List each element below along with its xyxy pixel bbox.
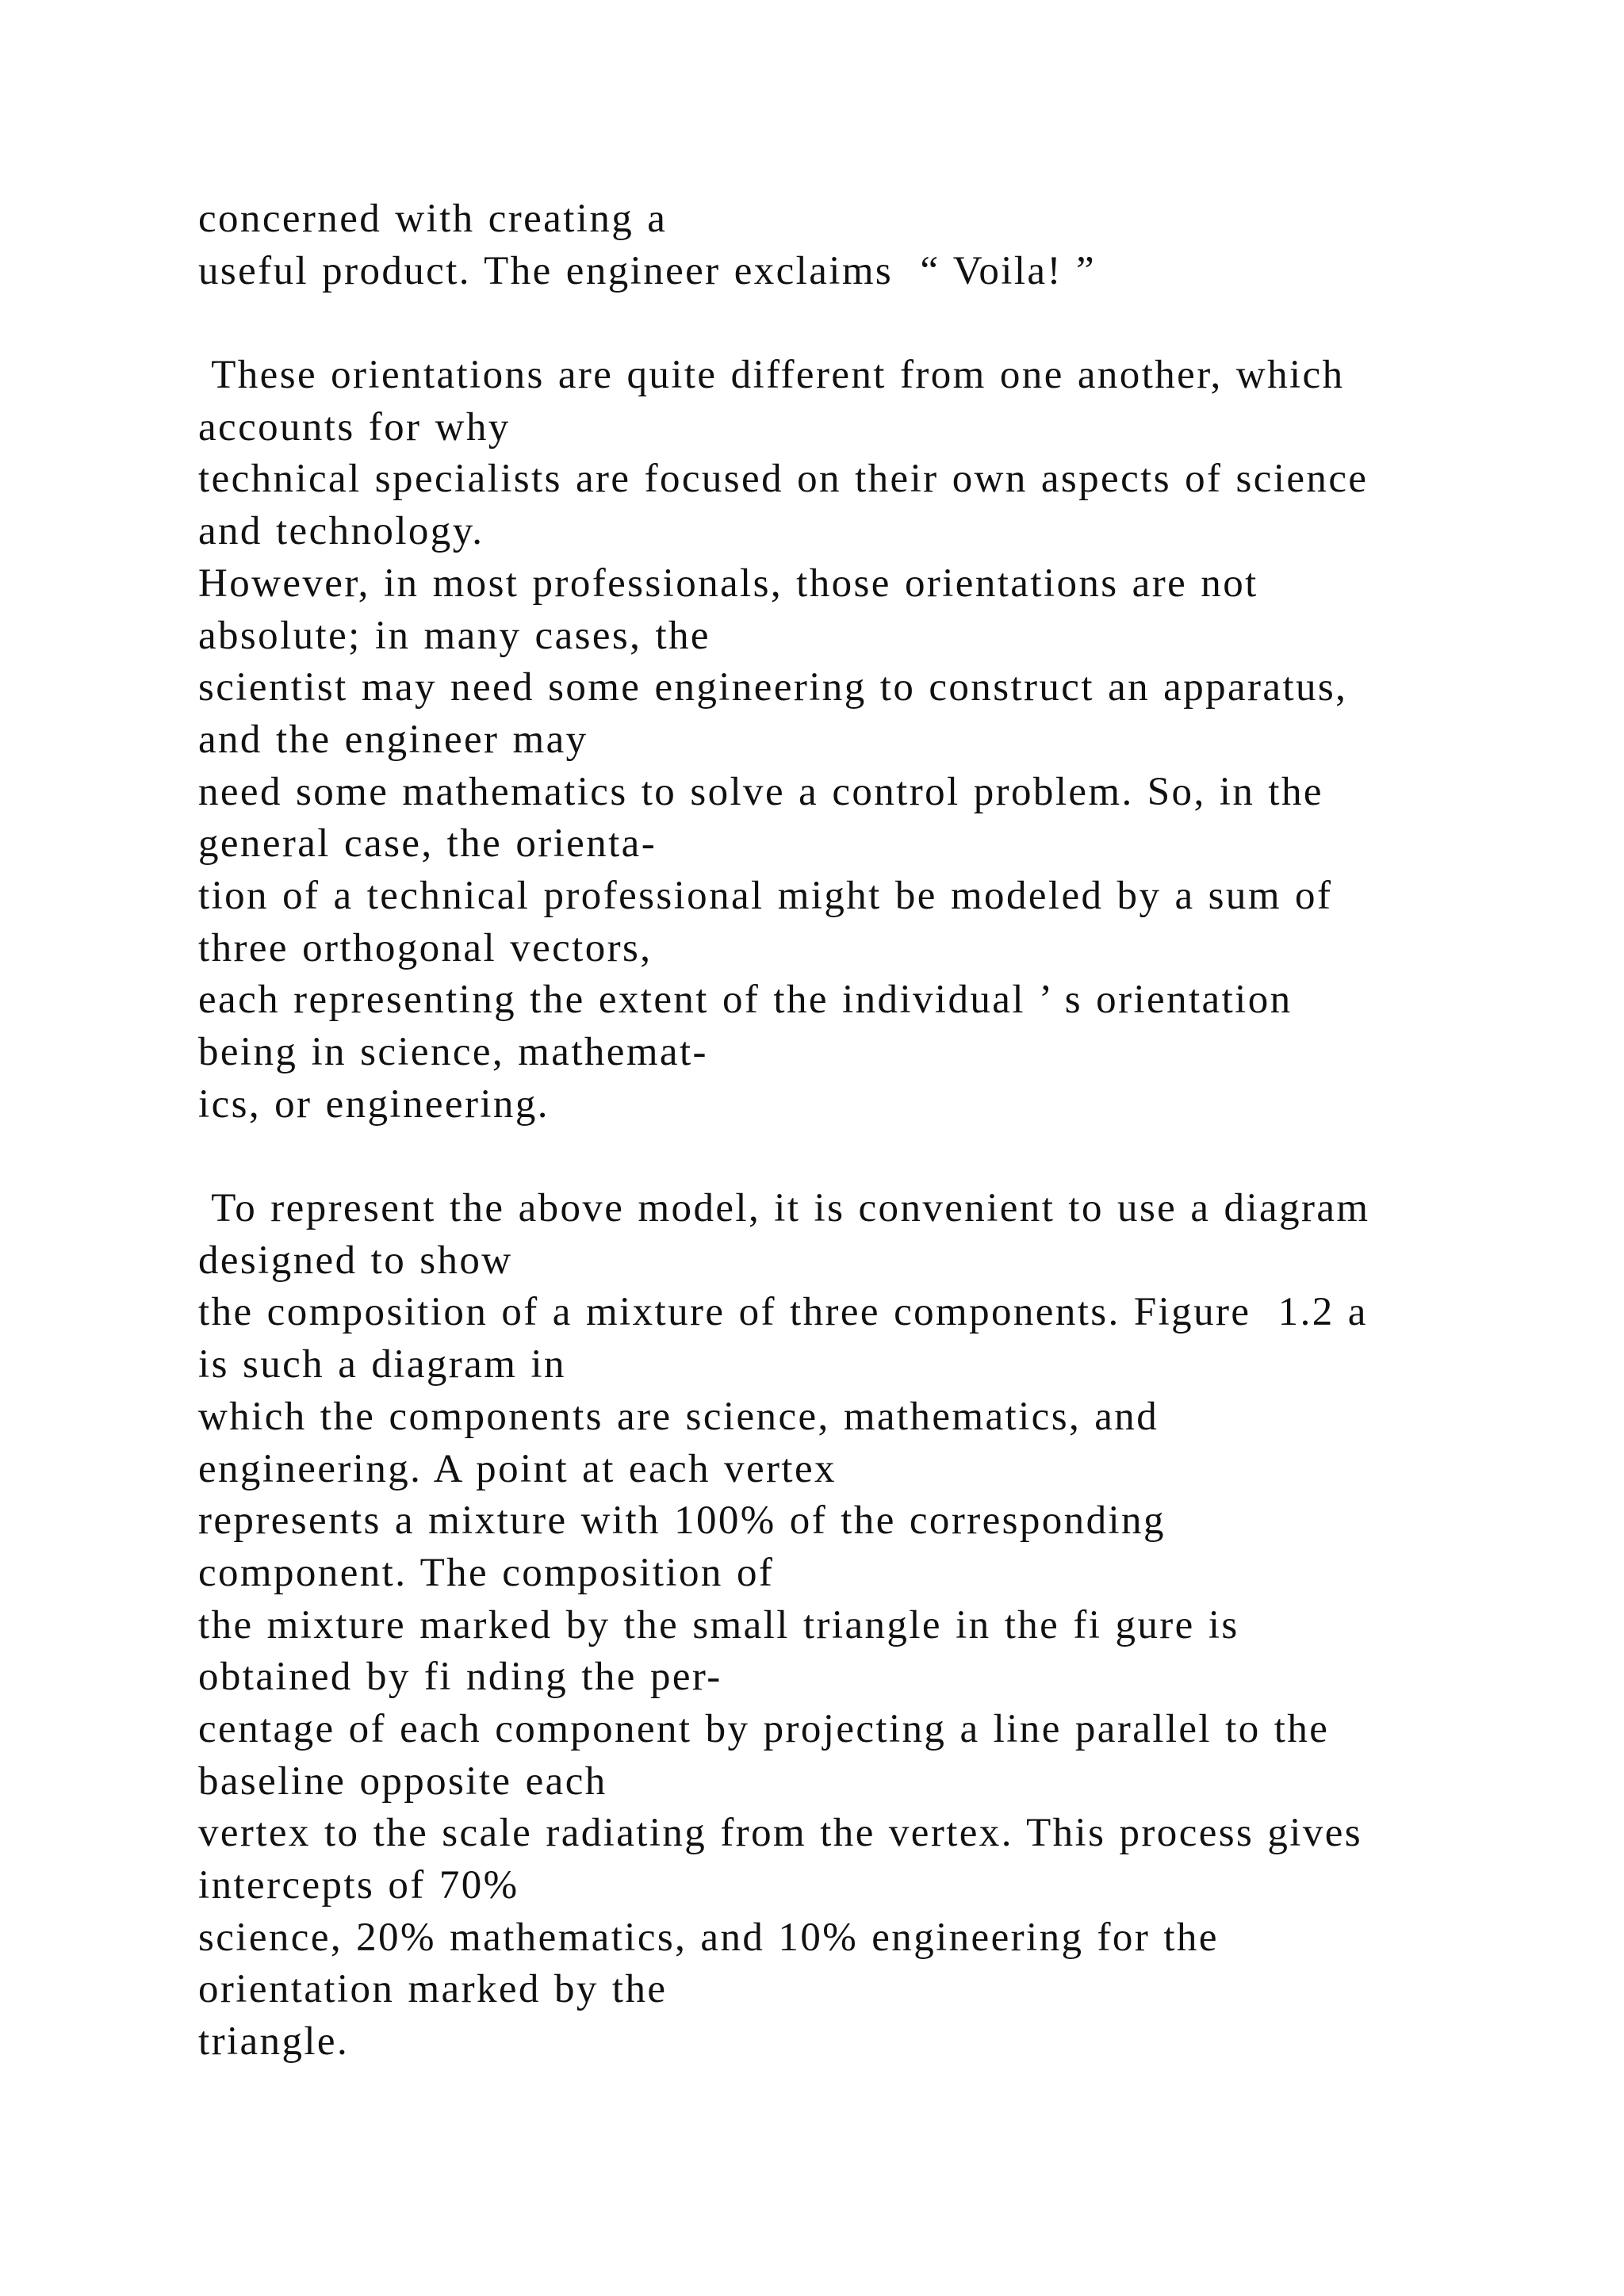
text-line: baseline opposite each [198,1758,607,1804]
text-line: centage of each component by projecting a line parallel to the [198,1706,1330,1751]
text-line: science, 20% mathematics, and 10% engineering for the [198,1915,1219,1960]
body-text [198,193,1499,2068]
text-line: tion of a technical professional might be modeled by a sum of [198,873,1333,918]
text-line: absolute; in many cases, the [198,613,710,658]
text-line: the mixture marked by the small triangle in the fi gure is [198,1602,1239,1647]
text-line: scientist may need some engineering to construct an apparatus, [198,665,1348,710]
text-line: To represent the above model, it is convenient to use a diagram [198,1186,1370,1231]
text-line: orientation marked by the [198,1967,668,2012]
text-line: triangle. [198,2019,350,2064]
text-line: represents a mixture with 100% of the corresponding [198,1498,1166,1544]
text-line: which the components are science, mathematics, and [198,1394,1159,1439]
blank-line [198,1131,1499,1183]
text-line: These orientations are quite different from one another, which [198,353,1345,398]
text-line: engineering. A point at each vertex [198,1446,837,1491]
text-line: However, in most professionals, those orientations are not [198,561,1258,606]
text-line: useful product. The engineer exclaims “ Voila! ” [198,248,1097,293]
text-line: being in science, mathemat- [198,1030,708,1074]
text-line: three orthogonal vectors, [198,925,653,970]
text-line: technical specialists are focused on their own aspects of science [198,457,1369,502]
text-line: ics, or engineering. [198,1081,550,1127]
text-line: obtained by fi nding the per- [198,1655,722,1700]
text-line: vertex to the scale radiating from the vertex. This process gives [198,1811,1363,1856]
text-line: intercepts of 70% [198,1863,519,1908]
text-line: is such a diagram in [198,1342,566,1387]
text-line: the composition of a mixture of three components. Figure 1.2 a [198,1290,1368,1335]
text-line: concerned with creating a [198,197,668,241]
text-line: component. The composition of [198,1550,775,1595]
blank-line [198,297,1499,350]
text-line: need some mathematics to solve a control problem. So, in the [198,769,1323,814]
text-line: each representing the extent of the individual ’ s orientation [198,978,1293,1023]
text-line: designed to show [198,1238,513,1283]
text-line: accounts for why [198,404,511,450]
text-line: general case, the orienta- [198,821,657,867]
text-line: and technology. [198,509,485,554]
text-line: and the engineer may [198,717,588,762]
